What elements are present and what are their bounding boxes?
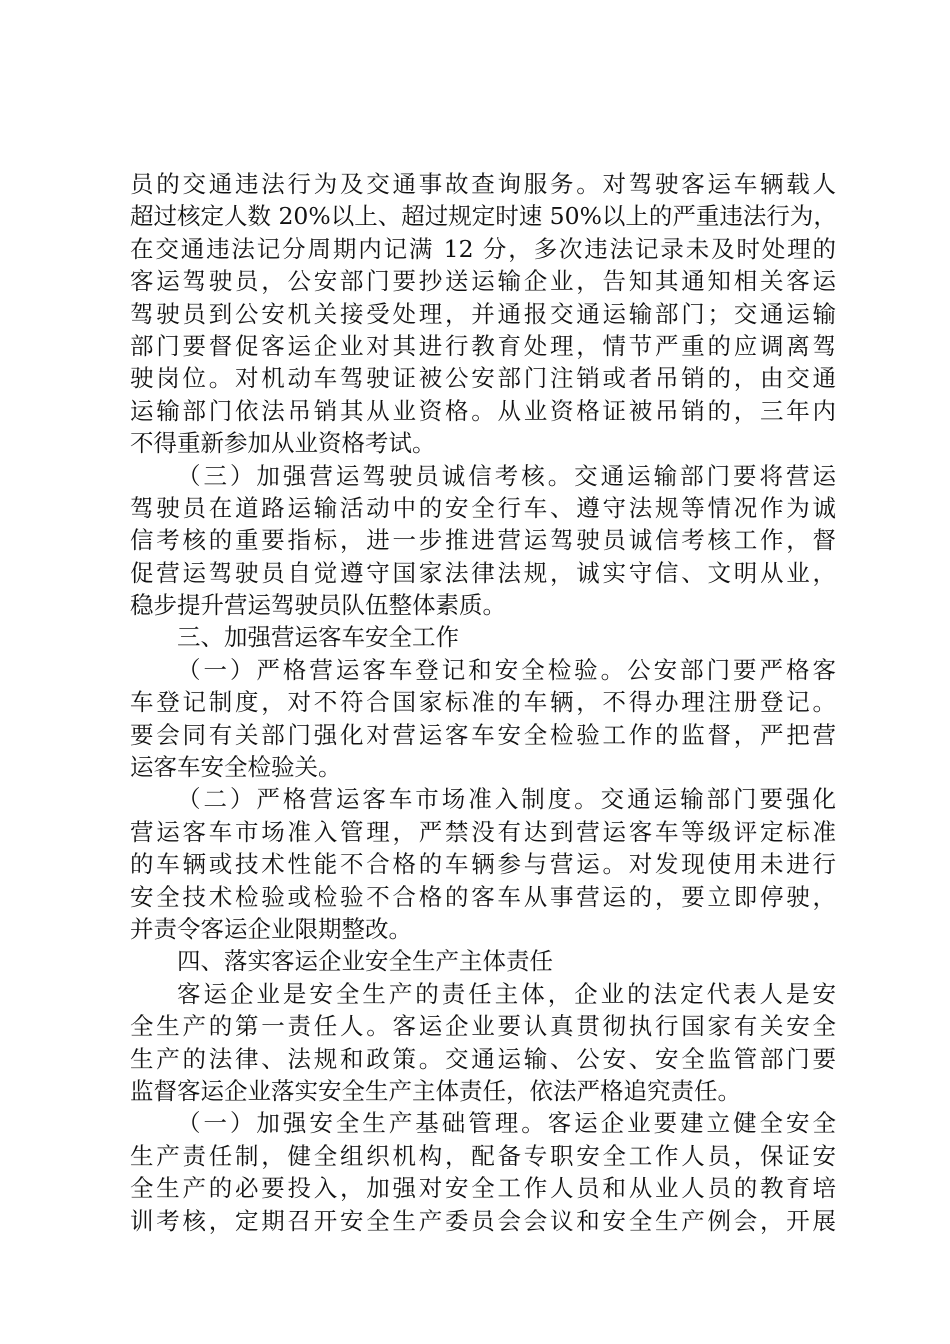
text-line: 并责令客运企业限期整改。 [130, 914, 412, 943]
text-line: 车登记制度，对不符合国家标准的车辆，不得办理注册登记。 [130, 688, 836, 717]
text-line: 在交通违法记分周期内记满 12 分，多次违法记录未及时处理的 [130, 234, 836, 263]
text-line: 客运企业是安全生产的责任主体，企业的法定代表人是安 [177, 979, 836, 1008]
text-line: 驶岗位。对机动车驾驶证被公安部门注销或者吊销的，由交通 [130, 364, 836, 393]
text-line: 生产责任制，健全组织机构，配备专职安全工作人员，保证安 [130, 1141, 836, 1170]
text-line: 要会同有关部门强化对营运客车安全检验工作的监督，严把营 [130, 720, 836, 749]
text-line: 运客车安全检验关。 [130, 753, 342, 782]
text-line: （三）加强营运驾驶员诚信考核。交通运输部门要将营运 [177, 461, 836, 490]
text-line: （二）严格营运客车市场准入制度。交通运输部门要强化 [177, 785, 836, 814]
text-line: 监督客运企业落实安全生产主体责任，依法严格追究责任。 [130, 1076, 741, 1105]
text-line: 全生产的必要投入，加强对安全工作人员和从业人员的教育培 [130, 1174, 836, 1203]
text-line: 生产的法律、法规和政策。交通运输、公安、安全监管部门要 [130, 1044, 836, 1073]
section-heading: 四、落实客运企业安全生产主体责任 [177, 947, 553, 976]
text-line: （一）严格营运客车登记和安全检验。公安部门要严格客 [177, 655, 836, 684]
text-line: 驾驶员到公安机关接受处理，并通报交通运输部门；交通运输 [130, 299, 836, 328]
text-line: 超过核定人数 20%以上、超过规定时速 50%以上的严重违法行为， [130, 202, 837, 231]
text-line: 安全技术检验或检验不合格的客车从事营运的，要立即停驶， [130, 882, 836, 911]
text-line: 信考核的重要指标，进一步推进营运驾驶员诚信考核工作，督 [130, 526, 836, 555]
text-line: （一）加强安全生产基础管理。客运企业要建立健全安全 [177, 1109, 836, 1138]
text-line: 运输部门依法吊销其从业资格。从业资格证被吊销的，三年内 [130, 396, 836, 425]
text-line: 客运驾驶员，公安部门要抄送运输企业，告知其通知相关客运 [130, 267, 836, 296]
text-line: 全生产的第一责任人。客运企业要认真贯彻执行国家有关安全 [130, 1012, 836, 1041]
text-line: 不得重新参加从业资格考试。 [130, 429, 436, 458]
text-line: 营运客车市场准入管理，严禁没有达到营运客车等级评定标准 [130, 817, 836, 846]
section-heading: 三、加强营运客车安全工作 [177, 623, 459, 652]
text-line: 部门要督促客运企业对其进行教育处理，情节严重的应调离驾 [130, 331, 836, 360]
text-line: 促营运驾驶员自觉遵守国家法律法规，诚实守信、文明从业， [130, 558, 836, 587]
document-page [130, 168, 836, 1237]
text-line: 稳步提升营运驾驶员队伍整体素质。 [130, 591, 506, 620]
text-line: 员的交通违法行为及交通事故查询服务。对驾驶客运车辆载人 [130, 170, 836, 198]
text-line: 驾驶员在道路运输活动中的安全行车、遵守法规等情况作为诚 [130, 493, 836, 522]
text-line: 的车辆或技术性能不合格的车辆参与营运。对发现使用未进行 [130, 850, 836, 879]
text-line: 训考核，定期召开安全生产委员会会议和安全生产例会，开展 [130, 1206, 836, 1235]
